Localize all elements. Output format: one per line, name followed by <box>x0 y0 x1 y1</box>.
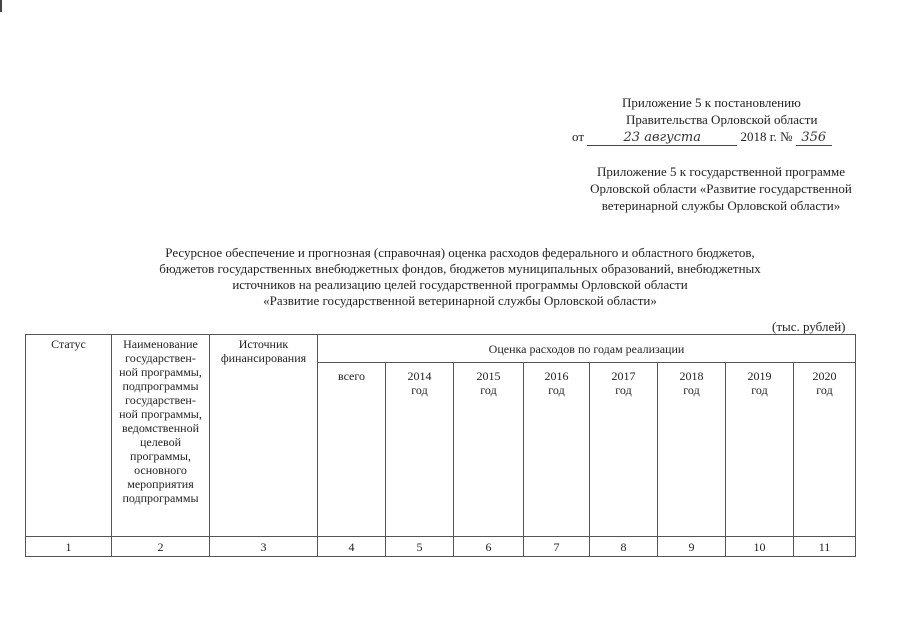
header-year-2014 <box>386 363 454 537</box>
program-appendix-line3: ветеринарной службы Орловской области» <box>601 198 841 213</box>
header-name-line: Наименование <box>123 337 198 351</box>
title-line2: бюджетов государственных внебюджетных фондов, бюджетов муниципальных образований, внебюджетных <box>159 261 761 276</box>
year-suffix: год <box>480 383 497 397</box>
decree-appendix-block <box>540 94 900 146</box>
header-name-line: мероприятия <box>127 477 194 491</box>
header-name-line: подпрограммы <box>122 491 199 505</box>
year-label: 2018 <box>679 369 704 383</box>
column-number: 9 <box>658 537 726 557</box>
scan-mark <box>0 0 2 12</box>
header-source-line: Источник <box>238 337 289 351</box>
header-year-2016 <box>524 363 590 537</box>
year-suffix: год <box>683 383 700 397</box>
header-year-2018 <box>658 363 726 537</box>
column-number: 5 <box>386 537 454 557</box>
document-title <box>95 245 825 309</box>
year-label: 2014 <box>407 369 432 383</box>
header-name-line: подпрограммы <box>122 379 199 393</box>
header-source <box>210 335 318 537</box>
handwritten-date: 23 августа <box>587 131 737 146</box>
header-source-line: финансирования <box>220 351 307 365</box>
decree-date-line <box>540 128 900 146</box>
year-label: 2019 <box>747 369 772 383</box>
header-name <box>112 335 210 537</box>
header-year-2020 <box>794 363 856 537</box>
column-number: 10 <box>726 537 794 557</box>
header-name-line: ведомственной <box>122 421 199 435</box>
header-status: Статус <box>26 335 112 537</box>
header-year-2015 <box>454 363 524 537</box>
from-label: от <box>572 129 585 144</box>
header-estimate: Оценка расходов по годам реализации <box>318 335 856 363</box>
column-number: 6 <box>454 537 524 557</box>
header-name-line: ной программы, <box>119 365 202 379</box>
header-year-2019 <box>726 363 794 537</box>
year-label: 2016 <box>544 369 569 383</box>
column-number: 11 <box>794 537 856 557</box>
year-suffix: год <box>751 383 768 397</box>
header-total: всего <box>318 363 386 537</box>
year-suffix: год <box>548 383 565 397</box>
header-name-line: ной программы, <box>119 407 202 421</box>
decree-appendix-line1: Приложение 5 к постановлению <box>622 95 801 110</box>
program-appendix-line2: Орловской области «Развитие государственной <box>590 181 852 196</box>
decree-appendix-line2: Правительства Орловской области <box>626 112 818 127</box>
year-label: 2017 <box>611 369 636 383</box>
title-line1: Ресурсное обеспечение и прогнозная (справочная) оценка расходов федерального и областного бюджетов, <box>165 245 755 260</box>
resource-table <box>25 334 856 557</box>
column-number: 4 <box>318 537 386 557</box>
units-label: (тыс. рублей) <box>772 319 846 334</box>
column-numbers-row <box>26 537 856 557</box>
column-number: 3 <box>210 537 318 557</box>
program-appendix-line1: Приложение 5 к государственной программе <box>596 164 846 179</box>
year-suffix: год <box>411 383 428 397</box>
header-name-line: государствен- <box>125 351 196 365</box>
title-line4: «Развитие государственной ветеринарной службы Орловской области» <box>263 293 657 308</box>
column-number: 7 <box>524 537 590 557</box>
header-name-line: основного <box>134 463 187 477</box>
header-year-2017 <box>590 363 658 537</box>
column-number: 1 <box>26 537 112 557</box>
header-name-line: программы, <box>130 449 191 463</box>
column-number: 2 <box>112 537 210 557</box>
program-appendix-block <box>556 163 886 214</box>
year-suffix: год <box>615 383 632 397</box>
title-line3: источников на реализацию целей государственной программы Орловской области <box>232 277 688 292</box>
year-label: 2020 <box>812 369 837 383</box>
year-number-label: 2018 г. № <box>740 129 793 144</box>
column-number: 8 <box>590 537 658 557</box>
header-name-line: целевой <box>139 435 182 449</box>
year-suffix: год <box>816 383 833 397</box>
handwritten-number: 356 <box>796 131 832 146</box>
year-label: 2015 <box>476 369 501 383</box>
header-name-line: государствен- <box>125 393 196 407</box>
